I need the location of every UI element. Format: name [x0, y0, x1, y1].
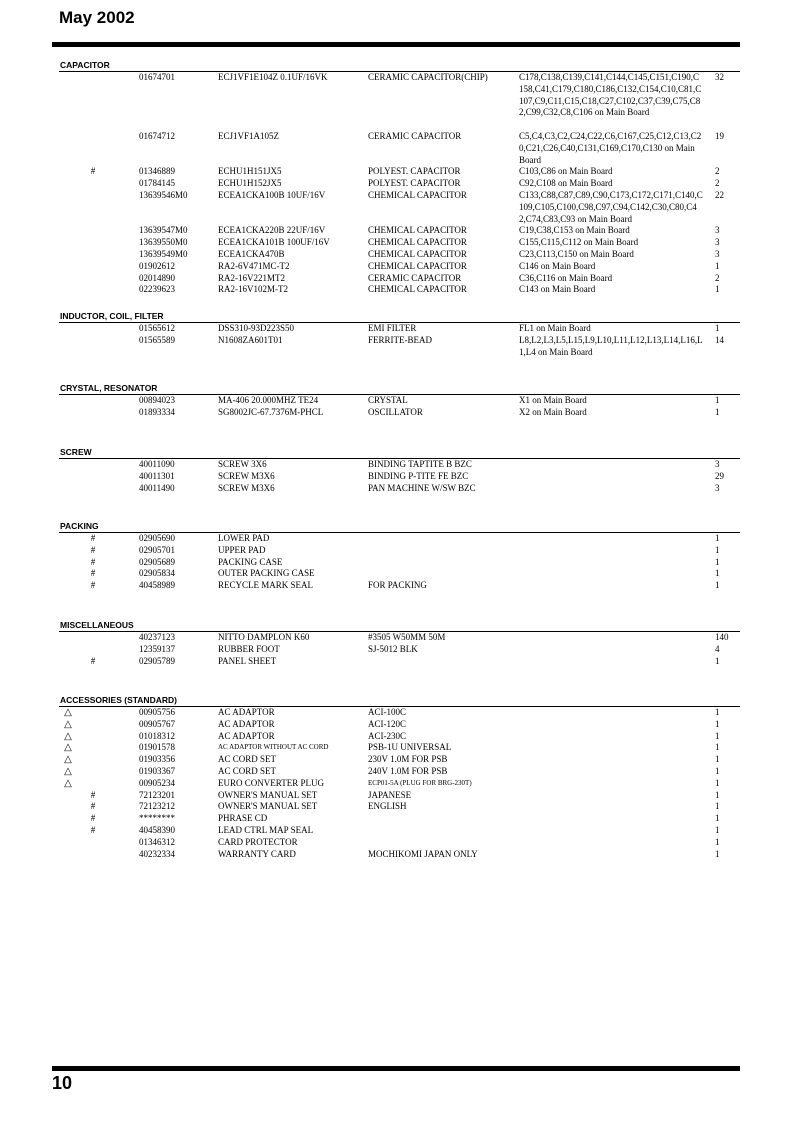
part-number: 02905689 [139, 556, 175, 567]
part-number: 72123201 [139, 789, 175, 800]
part-quantity: 1 [715, 836, 720, 847]
part-location: C23,C113,C150 on Main Board [519, 248, 634, 259]
part-spec: CHEMICAL CAPACITOR [368, 284, 467, 295]
part-number: 02239623 [139, 284, 175, 295]
part-number: 13639549M0 [139, 248, 188, 259]
part-row [59, 632, 740, 644]
part-number: 01902612 [139, 260, 175, 271]
part-quantity: 1 [715, 718, 720, 729]
part-number: 01565612 [139, 323, 175, 333]
part-description: ECHU1H151JX5 [218, 166, 282, 177]
part-description: ECHU1H152JX5 [218, 178, 282, 189]
safety-warning-icon: △ [64, 718, 72, 730]
part-description: DSS310-93D223S50 [218, 323, 295, 333]
part-spec: 230V 1.0M FOR PSB [368, 754, 448, 765]
part-row [59, 273, 740, 285]
part-row [59, 261, 740, 273]
part-location: C178,C138,C139,C141,C144,C145,C151,C190,C158,C41,C179,C180,C186,C132,C154,C10,C81,C107,C9,C11,C15,C18,C27,C102,C37,C39,C75,C82,C99,C32,C8,C106 on Main Board [519, 72, 702, 118]
part-spec: PAN MACHINE W/SW BZC [368, 482, 476, 493]
part-spec: CHEMICAL CAPACITOR [368, 237, 467, 248]
top-divider [52, 42, 740, 47]
part-description: RECYCLE MARK SEAL [218, 580, 314, 591]
part-quantity: 1 [715, 406, 720, 417]
part-spec: FOR PACKING [368, 580, 427, 591]
part-description: CARD PROTECTOR [218, 836, 298, 847]
part-spec: MOCHIKOMI JAPAN ONLY [368, 848, 478, 859]
part-description: ECEA1CKA100B 10UF/16V [218, 189, 326, 200]
part-number: 40458390 [139, 824, 175, 835]
part-quantity: 1 [715, 323, 720, 333]
part-row [59, 284, 740, 296]
part-spec: ECP01-5A (PLUG FOR BRG-230T) [368, 778, 472, 787]
part-quantity: 3 [715, 225, 720, 236]
safety-warning-icon: △ [64, 742, 72, 754]
part-quantity: 1 [715, 260, 720, 271]
part-row [59, 237, 740, 249]
part-number: 40232334 [139, 848, 175, 859]
part-quantity: 3 [715, 237, 720, 248]
part-spec: OSCILLATOR [368, 406, 423, 417]
part-row [59, 533, 740, 545]
part-row [59, 656, 740, 668]
part-spec: BINDING TAPTITE B BZC [368, 459, 472, 469]
part-description: ECJ1VF1E104Z 0.1UF/16VK [218, 72, 328, 82]
part-number: 13639550M0 [139, 237, 188, 248]
part-row [59, 483, 740, 495]
part-quantity: 1 [715, 580, 720, 591]
part-row [59, 731, 740, 743]
part-description: AC CORD SET [218, 754, 277, 765]
part-number: 01903356 [139, 754, 175, 765]
part-quantity: 3 [715, 248, 720, 259]
section-inductor-coil-filter [59, 311, 740, 358]
part-row [59, 178, 740, 190]
part-number: 01565589 [139, 334, 175, 345]
part-description: N1608ZA601T01 [218, 334, 283, 345]
part-quantity: 1 [715, 284, 720, 295]
part-number: 02014890 [139, 272, 175, 283]
revision-mark: # [90, 544, 96, 555]
part-number: 40011490 [139, 482, 175, 493]
section-title: ACCESSORIES (STANDARD) [60, 695, 177, 705]
part-spec: 240V 1.0M FOR PSB [368, 765, 448, 776]
part-number: 01893334 [139, 406, 175, 417]
safety-warning-icon: △ [64, 730, 72, 742]
part-number: 00894023 [139, 395, 175, 405]
part-row [59, 801, 740, 813]
section-screw [59, 447, 740, 494]
part-quantity: 1 [715, 848, 720, 859]
part-location: FL1 on Main Board [519, 323, 591, 333]
part-location: C143 on Main Board [519, 284, 596, 295]
part-number: 00905767 [139, 718, 175, 729]
part-row [59, 813, 740, 825]
page-number: 10 [52, 1073, 73, 1093]
part-number: 13639547M0 [139, 225, 188, 236]
part-number: ******** [139, 813, 175, 824]
part-description: RA2-6V471MC-T2 [218, 260, 290, 271]
part-quantity: 32 [715, 72, 724, 82]
part-row [59, 471, 740, 483]
part-quantity: 1 [715, 556, 720, 567]
part-quantity: 1 [715, 754, 720, 765]
part-location: C103,C86 on Main Board [519, 166, 613, 177]
part-description: WARRANTY CARD [218, 848, 296, 859]
part-description: NITTO DAMPLON K60 [218, 632, 310, 642]
part-number: 12359137 [139, 643, 175, 654]
part-description: SCREW M3X6 [218, 482, 275, 493]
part-quantity: 1 [715, 777, 720, 788]
part-description: SG8002JC-67.7376M-PHCL [218, 406, 324, 417]
bottom-divider [52, 1066, 740, 1071]
part-description: UPPER PAD [218, 544, 266, 555]
part-spec: CERAMIC CAPACITOR [368, 272, 462, 283]
part-number: 01903367 [139, 765, 175, 776]
part-row [59, 837, 740, 849]
part-number: 01784145 [139, 178, 175, 189]
part-quantity: 1 [715, 568, 720, 579]
part-number: 40011090 [139, 459, 175, 469]
part-number: 02905690 [139, 533, 175, 543]
part-spec: CERAMIC CAPACITOR [368, 131, 462, 141]
part-spec: ACI-230C [368, 730, 406, 741]
part-row [59, 790, 740, 802]
page-header-date: May 2002 [59, 8, 135, 27]
part-row [59, 190, 740, 225]
part-quantity: 2 [715, 178, 720, 189]
part-quantity: 2 [715, 272, 720, 283]
part-quantity: 1 [715, 655, 720, 666]
part-row [59, 742, 740, 754]
revision-mark: # [90, 789, 96, 800]
part-description: OWNER'S MANUAL SET [218, 789, 318, 800]
safety-warning-icon: △ [64, 777, 72, 789]
part-spec: ACI-120C [368, 718, 406, 729]
part-number: 02905834 [139, 568, 175, 579]
part-spec: CHEMICAL CAPACITOR [368, 225, 467, 236]
part-spec: CERAMIC CAPACITOR(CHIP) [368, 72, 488, 82]
part-quantity: 1 [715, 533, 720, 543]
part-number: 01018312 [139, 730, 175, 741]
part-description: SCREW M3X6 [218, 470, 275, 481]
part-row [59, 407, 740, 419]
part-spec: ACI-100C [368, 707, 406, 717]
revision-mark: # [90, 824, 96, 835]
part-quantity: 29 [715, 470, 724, 481]
part-row [59, 545, 740, 557]
part-quantity: 3 [715, 482, 720, 493]
part-description: AC ADAPTOR [218, 707, 275, 717]
part-row [59, 778, 740, 790]
part-number: 01346889 [139, 166, 175, 177]
part-row [59, 323, 740, 335]
section-title: CRYSTAL, RESONATOR [60, 383, 158, 393]
part-number: 00905234 [139, 777, 175, 788]
part-description: LOWER PAD [218, 533, 270, 543]
section-accessories-standard [59, 695, 740, 860]
revision-mark: # [90, 813, 96, 824]
part-quantity: 1 [715, 801, 720, 812]
part-row [59, 707, 740, 719]
part-row [59, 225, 740, 237]
section-packing [59, 521, 740, 592]
part-description: ECJ1VF1A105Z [218, 131, 280, 141]
part-spec: CRYSTAL [368, 395, 408, 405]
section-title: INDUCTOR, COIL, FILTER [60, 311, 164, 321]
section-crystal-resonator [59, 383, 740, 419]
part-spec: JAPANESE [368, 789, 412, 800]
part-spec: ENGLISH [368, 801, 407, 812]
part-row [59, 754, 740, 766]
part-spec: CHEMICAL CAPACITOR [368, 248, 467, 259]
part-description: PANEL SHEET [218, 655, 277, 666]
part-row [59, 72, 740, 131]
part-location: C155,C115,C112 on Main Board [519, 237, 639, 248]
part-quantity: 1 [715, 824, 720, 835]
part-spec: POLYEST. CAPACITOR [368, 178, 461, 189]
part-quantity: 14 [715, 334, 724, 345]
part-number: 01674712 [139, 131, 175, 141]
section-title: MISCELLANEOUS [60, 620, 134, 630]
part-row [59, 719, 740, 731]
part-quantity: 1 [715, 395, 720, 405]
part-spec: CHEMICAL CAPACITOR [368, 189, 467, 200]
part-row [59, 644, 740, 656]
revision-mark: # [90, 655, 96, 666]
part-row [59, 580, 740, 592]
revision-mark: # [90, 801, 96, 812]
part-row [59, 557, 740, 569]
part-row [59, 568, 740, 580]
part-number: 00905756 [139, 707, 175, 717]
part-description: AC ADAPTOR [218, 718, 275, 729]
part-location: C146 on Main Board [519, 260, 596, 271]
part-quantity: 22 [715, 189, 724, 200]
section-title: CAPACITOR [60, 60, 110, 70]
safety-warning-icon: △ [64, 707, 72, 718]
part-spec: EMI FILTER [368, 323, 417, 333]
section-title: SCREW [60, 447, 92, 457]
section-capacitor [59, 60, 740, 296]
part-description: PACKING CASE [218, 556, 283, 567]
part-row [59, 335, 740, 359]
part-number: 40011301 [139, 470, 175, 481]
part-description: RA2-16V221MT2 [218, 272, 285, 283]
part-row [59, 395, 740, 407]
part-row [59, 766, 740, 778]
part-description: AC ADAPTOR [218, 730, 275, 741]
safety-warning-icon: △ [64, 765, 72, 777]
part-row [59, 249, 740, 261]
part-number: 02905789 [139, 655, 175, 666]
part-quantity: 1 [715, 742, 720, 753]
part-description: LEAD CTRL MAP SEAL [218, 824, 314, 835]
part-spec: CHEMICAL CAPACITOR [368, 260, 467, 271]
part-quantity: 1 [715, 730, 720, 741]
revision-mark: # [90, 568, 96, 579]
part-number: 40458989 [139, 580, 175, 591]
part-row [59, 825, 740, 837]
part-description: ECEA1CKA101B 100UF/16V [218, 237, 330, 248]
part-spec: PSB-1U UNIVERSAL [368, 742, 452, 753]
part-quantity: 19 [715, 131, 724, 141]
part-description: OWNER'S MANUAL SET [218, 801, 318, 812]
part-spec: POLYEST. CAPACITOR [368, 166, 461, 177]
part-description: AC ADAPTOR WITHOUT AC CORD [218, 743, 329, 752]
part-number: 02905701 [139, 544, 175, 555]
part-description: PHRASE CD [218, 813, 268, 824]
part-description: EURO CONVERTER PLUG [218, 777, 324, 788]
part-description: ECEA1CKA220B 22UF/16V [218, 225, 326, 236]
part-description: MA-406 20.000MHZ TE24 [218, 395, 319, 405]
part-number: 01346312 [139, 836, 175, 847]
part-location: C133,C88,C87,C89,C90,C173,C172,C171,C140,C109,C105,C100,C98,C97,C94,C142,C30,C80,C42,C74,C83,C93 on Main Board [519, 189, 703, 224]
revision-mark: # [90, 580, 96, 591]
part-row [59, 459, 740, 471]
part-quantity: 1 [715, 765, 720, 776]
part-quantity: 3 [715, 459, 720, 469]
part-quantity: 1 [715, 707, 720, 717]
safety-warning-icon: △ [64, 754, 72, 766]
part-location: L8,L2,L3,L5,L15,L9,L10,L11,L12,L13,L14,L16,L1,L4 on Main Board [519, 334, 703, 357]
part-quantity: 1 [715, 813, 720, 824]
part-quantity: 2 [715, 166, 720, 177]
part-description: OUTER PACKING CASE [218, 568, 315, 579]
part-spec: SJ-5012 BLK [368, 643, 418, 654]
part-number: 72123212 [139, 801, 175, 812]
part-spec: BINDING P-TITE FE BZC [368, 470, 469, 481]
part-row [59, 166, 740, 178]
part-description: ECEA1CKA470B [218, 248, 285, 259]
part-spec: FERRITE-BEAD [368, 334, 432, 345]
part-location: C5,C4,C3,C2,C24,C22,C6,C167,C25,C12,C13,C20,C21,C26,C40,C131,C169,C170,C130 on Main Board [519, 131, 702, 165]
revision-mark: # [90, 556, 96, 567]
part-description: SCREW 3X6 [218, 459, 267, 469]
part-location: C92,C108 on Main Board [519, 178, 613, 189]
part-number: 01901578 [139, 742, 175, 753]
part-description: RUBBER FOOT [218, 643, 280, 654]
revision-mark: # [90, 166, 96, 177]
part-location: C19,C38,C153 on Main Board [519, 225, 630, 236]
part-row [59, 131, 740, 166]
part-quantity: 1 [715, 544, 720, 555]
part-location: X1 on Main Board [519, 395, 587, 405]
part-description: AC CORD SET [218, 765, 277, 776]
section-miscellaneous [59, 620, 740, 667]
part-number: 13639546M0 [139, 189, 188, 200]
part-row [59, 849, 740, 861]
part-quantity: 140 [715, 632, 729, 642]
part-location: X2 on Main Board [519, 406, 587, 417]
part-number: 01674701 [139, 72, 175, 82]
revision-mark: # [90, 533, 96, 543]
part-location: C36,C116 on Main Board [519, 272, 613, 283]
part-quantity: 1 [715, 789, 720, 800]
part-number: 40237123 [139, 632, 175, 642]
part-description: RA2-16V102M-T2 [218, 284, 288, 295]
part-spec: #3505 W50MM 50M [368, 632, 446, 642]
part-quantity: 4 [715, 643, 720, 654]
section-title: PACKING [60, 521, 99, 531]
